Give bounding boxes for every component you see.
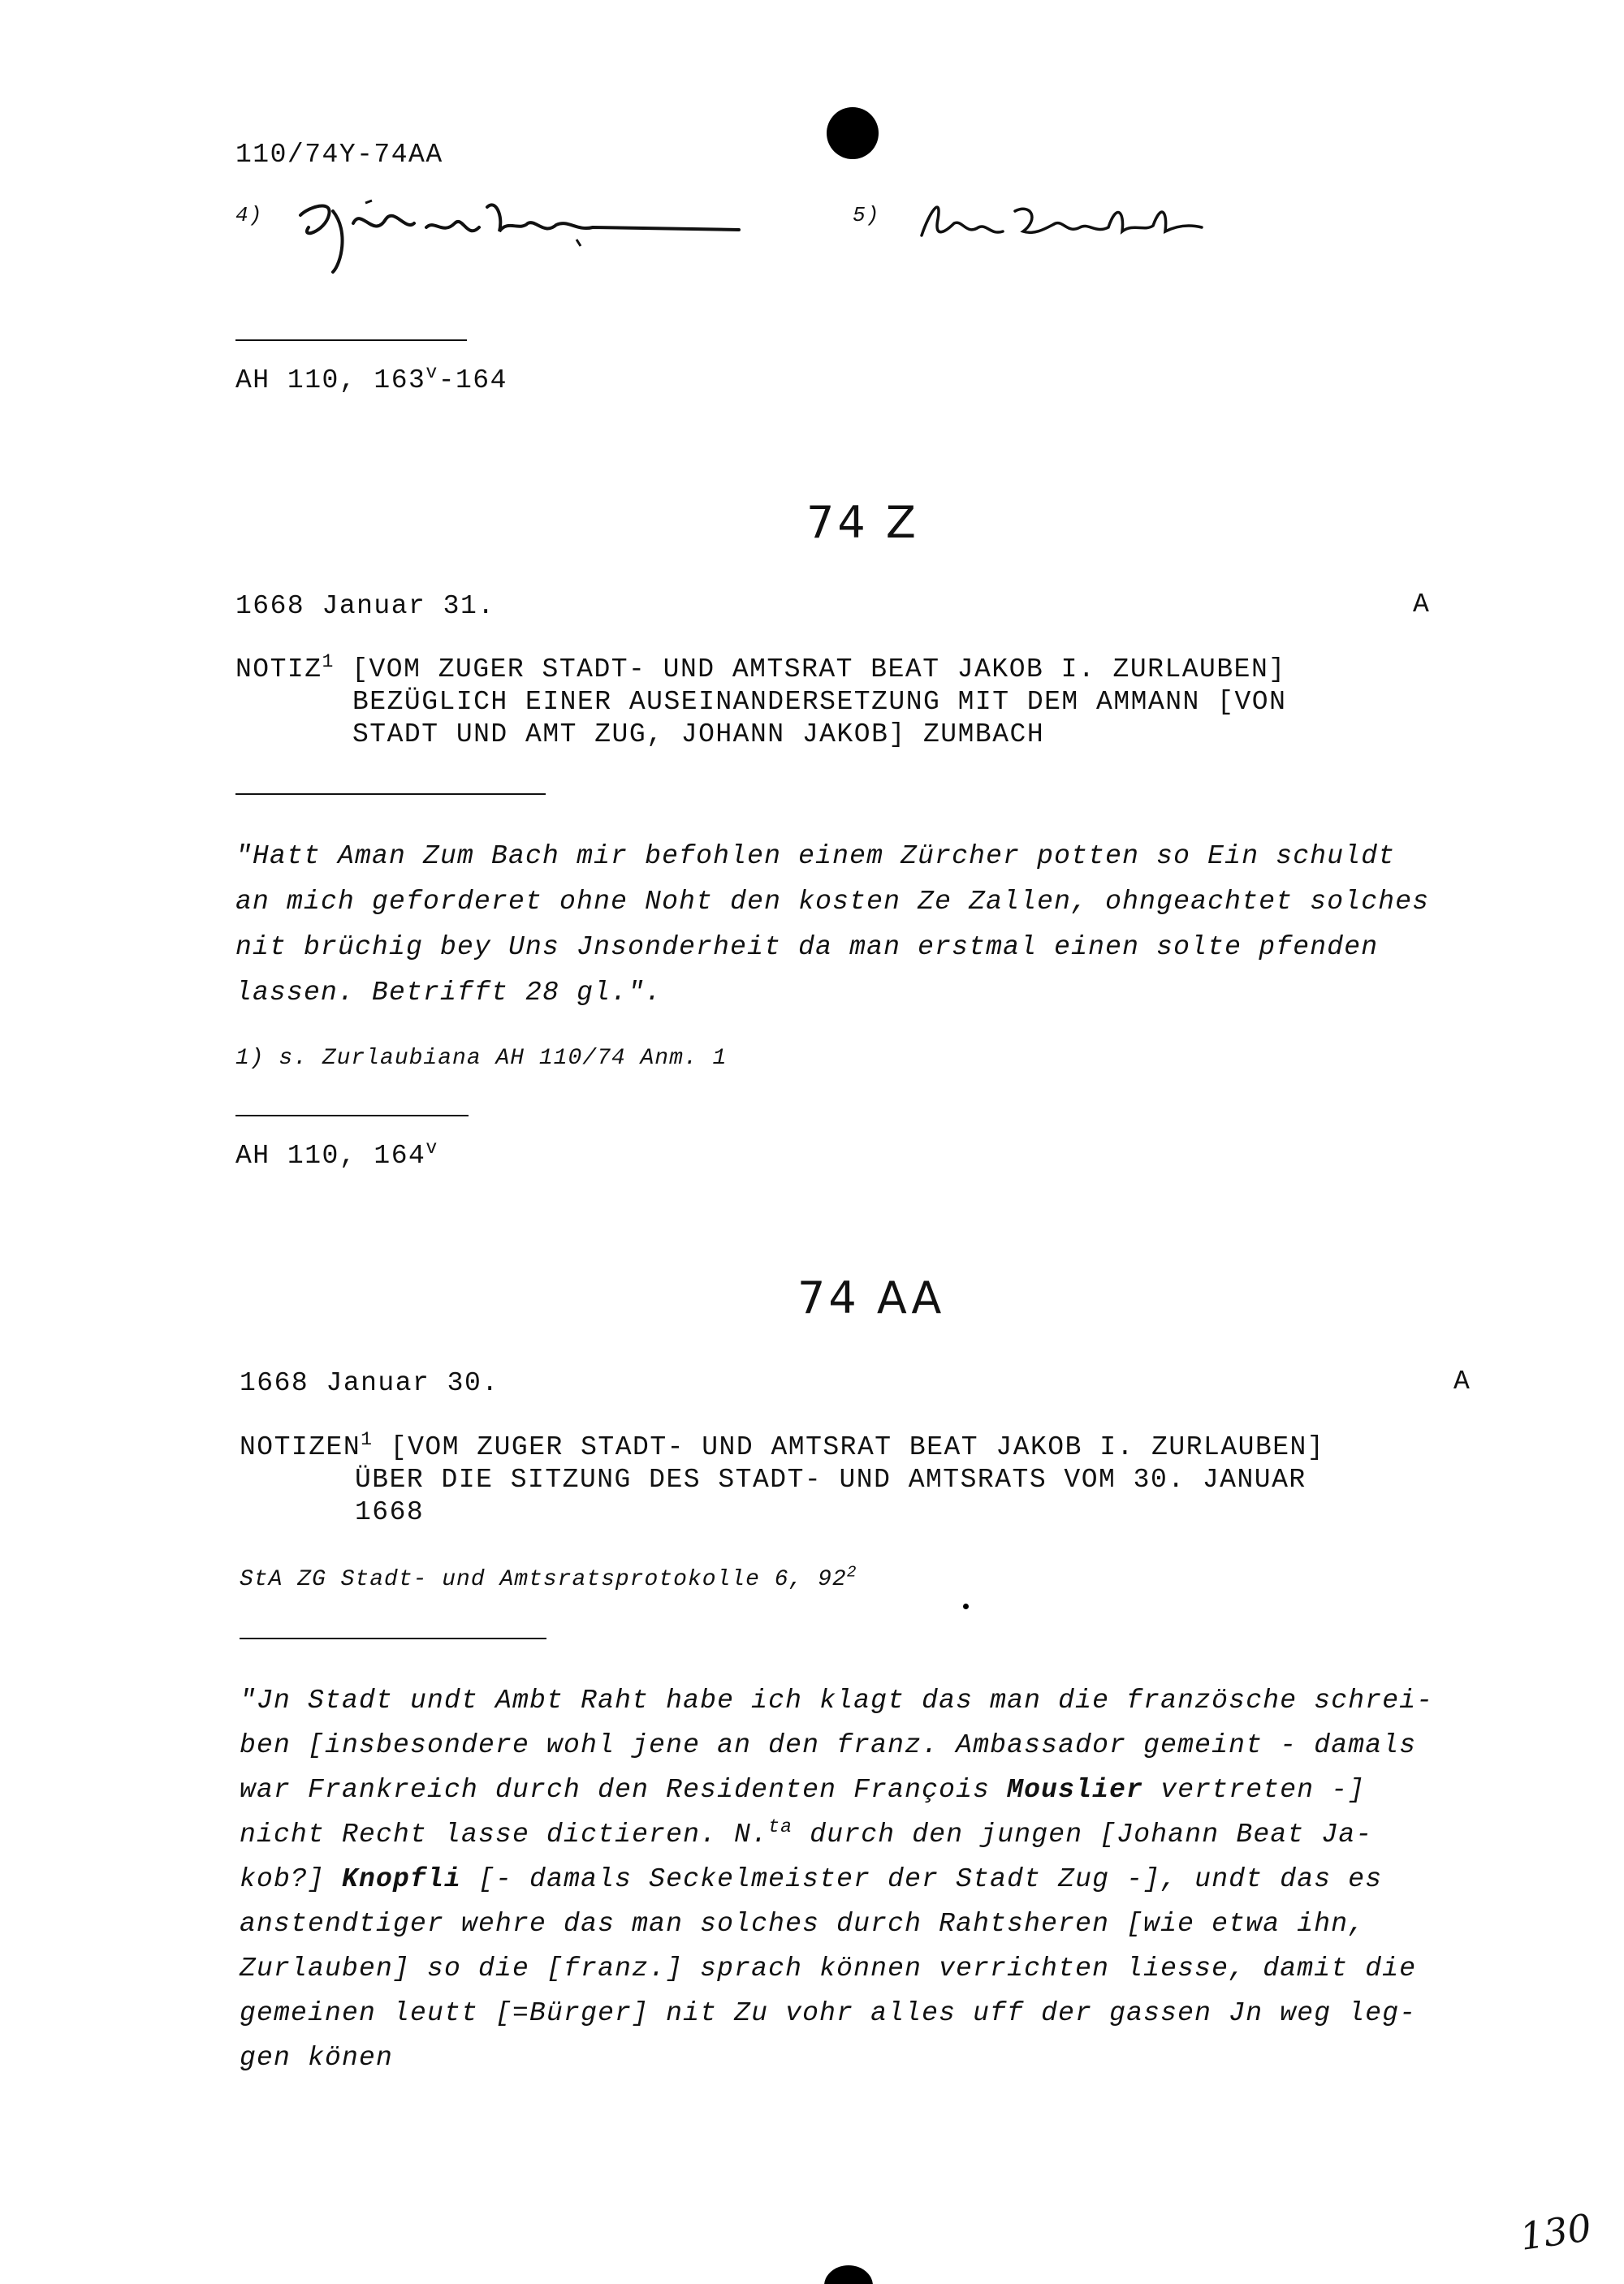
section2-quote-line: gemeinen leutt [=Bürger] nit Zu vohr alles uff der gassen Jn weg leg- (240, 1998, 1417, 2028)
section1-heading-rest: [VOM ZUGER STADT- UND AMTSRAT BEAT JAKOB I. ZURLAUBEN] (334, 654, 1286, 684)
section1-heading-word: NOTIZ (235, 654, 322, 684)
section1-heading-line1 (235, 651, 1286, 686)
section2-quote-line (240, 1775, 1365, 1805)
punch-hole-top (827, 107, 879, 159)
section1-heading-line3: STADT UND AMT ZUG, JOHANN JAKOB] ZUMBACH (352, 719, 1045, 749)
section1-source (235, 362, 508, 395)
section1-source-text: AH 110, 163 (235, 365, 426, 395)
section2-quote-name-mouslier: Mouslier (1007, 1775, 1144, 1805)
section2-source-sup: v (425, 1138, 438, 1159)
section1-number: 74 Z (806, 497, 919, 548)
section2-source-text: AH 110, 164 (235, 1141, 426, 1171)
punch-hole-bottom (824, 2265, 873, 2284)
section2-heading-sup: 1 (361, 1429, 374, 1450)
section1-rule-mid (235, 793, 546, 795)
section2-quote-line: Zurlauben] so die [franz.] sprach können verrichten liesse, damit die (240, 1954, 1417, 1984)
section2-quote-segment: nicht Recht lasse dictieren. N. (240, 1820, 769, 1850)
section1-source-rest: -164 (438, 365, 508, 395)
section2-quote-segment: [- damals Seckelmeister der Stadt Zug -], undt das es (461, 1864, 1383, 1894)
section2-archive-text: StA ZG Stadt- und Amtsratsprotokolle 6, 92 (240, 1567, 847, 1592)
handwritten-signature-5 (909, 187, 1218, 260)
section1-letter: A (1413, 589, 1431, 620)
section2-letter: A (1453, 1367, 1471, 1397)
section2-archive-reference (240, 1563, 857, 1592)
section2-date: 1668 Januar 30. (240, 1368, 499, 1398)
section2-number: 74 AA (797, 1272, 945, 1323)
signature-4-label: 4) (235, 203, 263, 227)
section2-quote-line (240, 1816, 1373, 1850)
signature-5-label: 5) (853, 203, 880, 227)
section2-quote-line: "Jn Stadt undt Ambt Raht habe ich klagt das man die französche schrei- (240, 1686, 1434, 1716)
page-number: 130 (1517, 2205, 1595, 2259)
section1-quote-line: lassen. Betrifft 28 gl.". (235, 978, 663, 1008)
section2-heading-line2: ÜBER DIE SITZUNG DES STADT- UND AMTSRATS VOM 30. JANUAR (355, 1465, 1307, 1495)
section2-quote-segment: kob?] (240, 1864, 343, 1894)
section1-rule-top (235, 339, 467, 341)
section1-source-sup: v (425, 362, 438, 383)
section1-quote-line: an mich geforderet ohne Noht den kosten Ze Zallen, ohngeachtet solches (235, 887, 1430, 917)
section1-heading-line2: BEZÜGLICH EINER AUSEINANDERSETZUNG MIT DEM AMMANN [VON (352, 687, 1287, 717)
section2-archive-sup: 2 (846, 1563, 857, 1582)
section1-quote-line: "Hatt Aman Zum Bach mir befohlen einem Zürcher potten so Ein schuldt (235, 841, 1396, 871)
section2-quote-segment: durch den jungen [Johann Beat Ja- (793, 1820, 1373, 1850)
section2-heading-line1 (240, 1431, 1324, 1464)
section2-heading-line3: 1668 (355, 1497, 425, 1527)
section2-heading (240, 1431, 1324, 1529)
section2-heading-rest: [VOM ZUGER STADT- UND AMTSRAT BEAT JAKOB I. ZURLAUBEN] (373, 1432, 1325, 1462)
section1-footnote: 1) s. Zurlaubiana AH 110/74 Anm. 1 (235, 1046, 728, 1071)
section2-quote-line: anstendtiger wehre das man solches durch Rahtsheren [wie etwa ihn, (240, 1909, 1366, 1939)
section2-quote-name-knopfli: Knopfli (342, 1864, 462, 1894)
section2-source (235, 1138, 438, 1171)
document-reference: 110/74Y-74AA (235, 140, 443, 170)
section1-date: 1668 Januar 31. (235, 591, 495, 621)
section2-rule-top (235, 1115, 469, 1116)
section2-quote-line: gen könen (240, 2043, 394, 2073)
handwritten-signature-4 (284, 183, 755, 280)
section2-quote-segment: vertreten -] (1143, 1775, 1366, 1805)
section2-quote-line: ben [insbesondere wohl jene an den franz. Ambassador gemeint - damals (240, 1730, 1417, 1760)
section2-quote-line (240, 1864, 1382, 1894)
section1-heading-sup: 1 (322, 651, 335, 672)
section2-quote-sup: ta (768, 1816, 793, 1837)
section1-quote-line: nit brüchig bey Uns Jnsonderheit da man erstmal einen solte pfenden (235, 932, 1379, 962)
section2-quote-segment: war Frankreich durch den Residenten François (240, 1775, 1008, 1805)
section2-heading-word: NOTIZEN (240, 1432, 361, 1462)
section2-rule-mid (240, 1638, 546, 1639)
section1-heading (235, 651, 1287, 751)
speck-mark (963, 1604, 969, 1609)
